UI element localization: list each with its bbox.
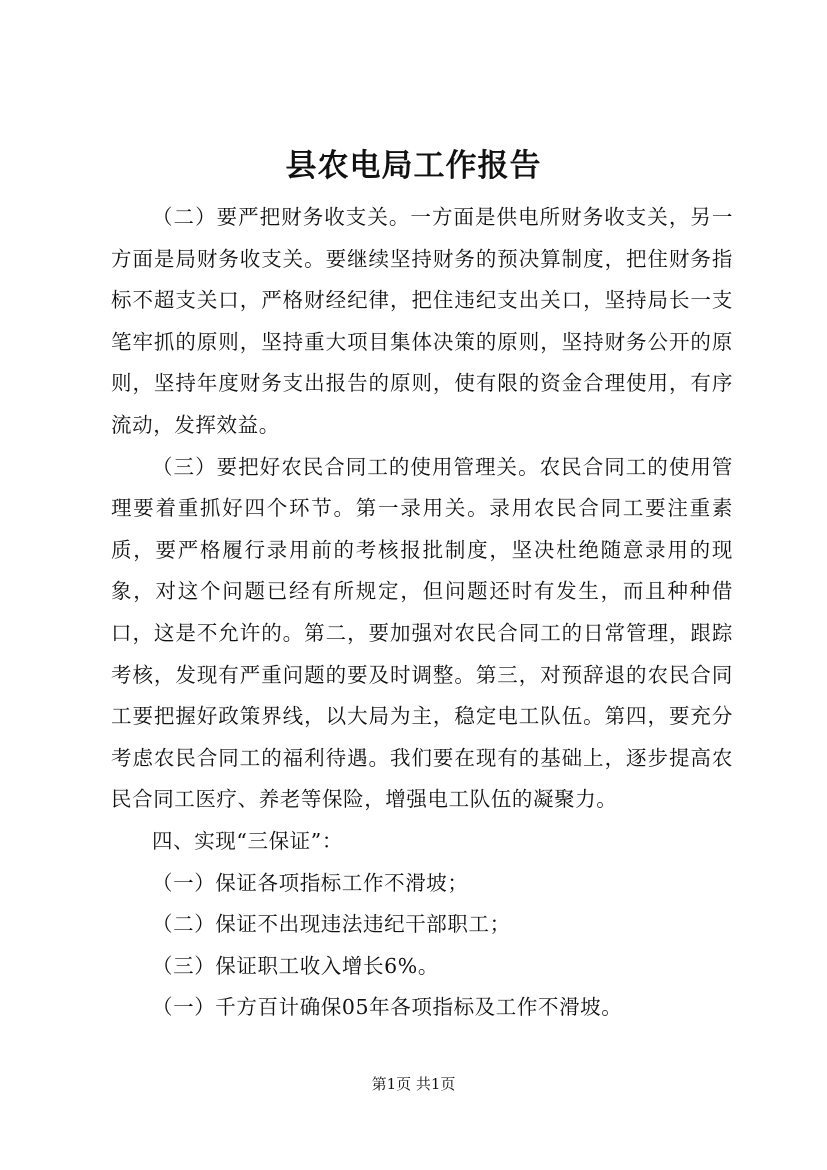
guarantee-item-2: （二）保证不出现违法违纪干部职工；	[152, 912, 511, 937]
paragraph-contract-workers: （三）要把好农民合同工的使用管理关。农民合同工的使用管理要着重抓好四个环节。第一录用关。录用农民合同工要注重素质，要严格履行录用前的考核报批制度，坚决杜绝随意录用的现象，对这个问题已经有所规定，但问题还时有发生，而且种种借口，这是不允许的。第二，要加强对农民合同工的日常管理，跟踪考核，发现有严重问题的要及时调整。第三，对预辞退的农民合同工要把握好政策界线，以大局为主，稳定电工队伍。第四，要充分考虑农民合同工的福利待遇。我们要在现有的基础上，逐步提高农民合同工医疗、养老等保险，增强电工队伍的凝聚力。	[111, 454, 733, 812]
measure-item-1: （一）千方百计确保05年各项指标及工作不滑坡。	[152, 995, 623, 1020]
guarantee-item-1: （一）保证各项指标工作不滑坡；	[152, 870, 469, 895]
guarantee-item-3: （三）保证职工收入增长6%。	[152, 953, 439, 978]
document-body	[111, 197, 733, 1029]
paragraph-finance: （二）要严把财务收支关。一方面是供电所财务收支关，另一方面是局财务收支关。要继续坚持财务的预决算制度，把住财务指标不超支关口，严格财经纪律，把住违纪支出关口，坚持局长一支笔牢抓的原则，坚持重大项目集体决策的原则，坚持财务公开的原则，坚持年度财务支出报告的原则，使有限的资金合理使用，有序流动，发挥效益。	[111, 205, 733, 437]
page-number-footer: 第1页 共1页	[371, 1075, 456, 1093]
section-heading-three-guarantees: 四、实现“三保证”：	[152, 828, 343, 853]
document-title: 县农电局工作报告	[285, 148, 542, 184]
